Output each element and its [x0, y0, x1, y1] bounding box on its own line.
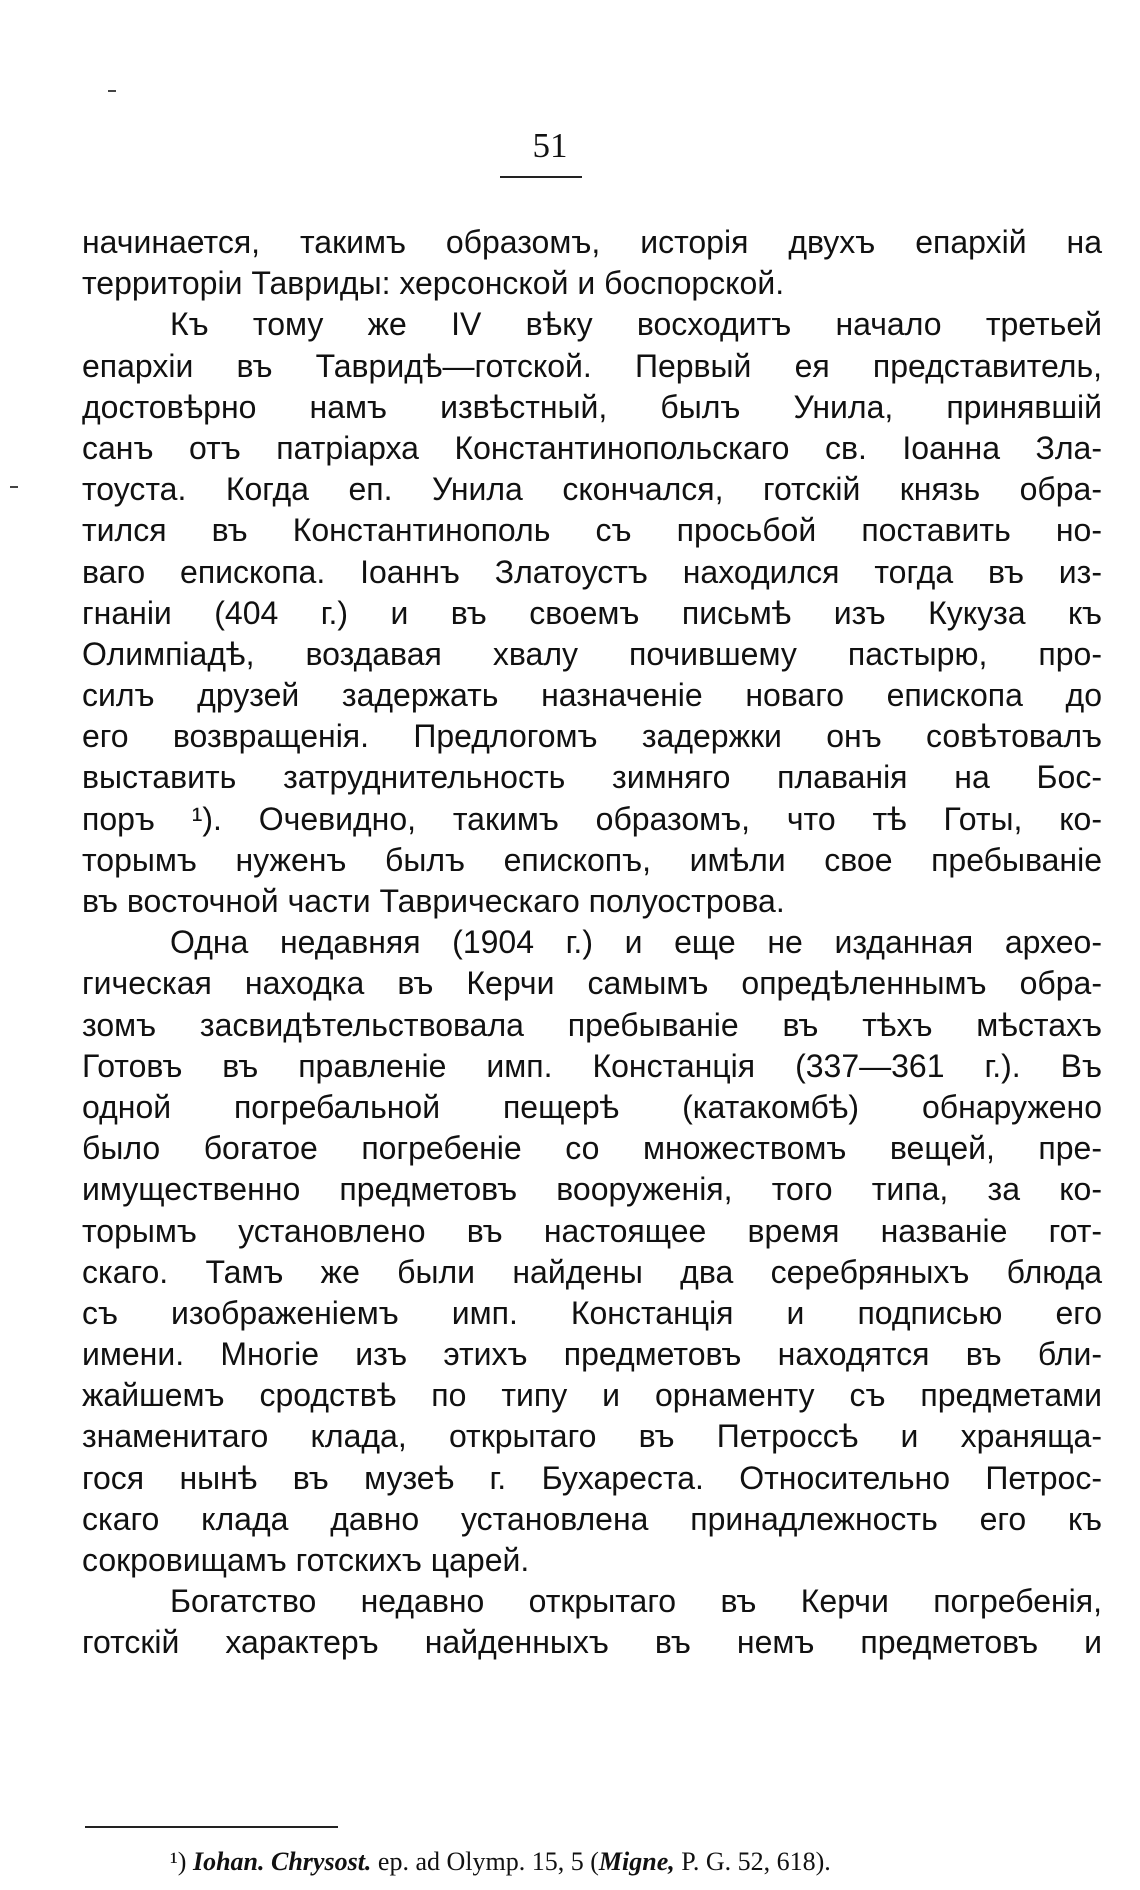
text-line: скаго клада давно установлена принадлежность его къ	[82, 1500, 1102, 1537]
page-number-rule	[500, 176, 582, 178]
footnote-author: Iohan. Chrysost.	[192, 1847, 372, 1876]
footnote-rule	[85, 1826, 338, 1828]
text-line: тоуста. Когда еп. Унила скончался, готскій князь обра-	[82, 471, 1102, 508]
text-line: санъ отъ патріарха Константинопольскаго св. Іоанна Зла-	[82, 429, 1102, 466]
body-text	[82, 222, 1102, 1664]
text-line: было богатое погребеніе со множествомъ вещей, пре-	[82, 1130, 1102, 1167]
text-line: епархіи въ Тавридѣ—готской. Первый ея представитель,	[82, 347, 1102, 384]
text-line: знаменитаго клада, открытаго въ Петроссѣ и хранящa-	[82, 1418, 1102, 1455]
text-line: жайшемъ сродствѣ по типу и орнаменту съ предметами	[82, 1377, 1102, 1414]
text-line: поръ ¹). Очевидно, такимъ образомъ, что тѣ Готы, ко-	[82, 800, 1102, 837]
text-line: начинается, такимъ образомъ, исторія двухъ епархій на	[82, 224, 1102, 260]
footnote-tail: P. G. 52, 618).	[681, 1847, 831, 1876]
text-line: сокровищамъ готскихъ царей.	[82, 1542, 530, 1578]
text-line: силъ друзей задержать назначеніе новаго епископа до	[82, 677, 1102, 714]
text-line: одной погребальной пещерѣ (катакомбѣ) обнаружено	[82, 1088, 1102, 1125]
scan-speck	[10, 486, 18, 488]
text-line: гося нынѣ въ музеѣ г. Бухареста. Относительно Петрос-	[82, 1459, 1102, 1496]
text-line: его возвращенія. Предлогомъ задержки онъ совѣтовалъ	[82, 718, 1102, 755]
text-line: съ изображеніемъ имп. Констанція и подписью его	[82, 1294, 1102, 1331]
text-line: Къ тому же IV вѣку восходитъ начало третьей	[170, 306, 1102, 343]
text-line: выставить затруднительность зимняго плаванія на Бос-	[82, 759, 1102, 796]
text-line: Одна недавняя (1904 г.) и еще не изданная археo-	[170, 924, 1102, 961]
footnote-reference: ep. ad Olymp. 15, 5 (	[377, 1847, 599, 1876]
text-line: территоріи Тавриды: херсонской и боспорской.	[82, 265, 785, 302]
text-line: имущественно предметовъ вооруженія, того типа, за ко-	[82, 1171, 1102, 1208]
text-line: Готовъ въ правленіе имп. Констанція (337—361 г.). Въ	[82, 1047, 1102, 1084]
text-line: достовѣрно намъ извѣстный, былъ Унила, принявшій	[82, 388, 1102, 425]
text-line: гическая находка въ Керчи самымъ опредѣленнымъ обра-	[82, 965, 1102, 1002]
text-line: зомъ засвидѣтельствовала пребываніе въ тѣхъ мѣстахъ	[82, 1006, 1102, 1043]
text-line: имени. Многіе изъ этихъ предметовъ находятся въ бли-	[82, 1336, 1102, 1373]
page-number: 51	[532, 126, 568, 165]
footnote-marker: ¹)	[170, 1847, 187, 1876]
text-line: торымъ установлено въ настоящее время названіе гот-	[82, 1212, 1102, 1249]
footnote	[170, 1846, 831, 1878]
text-line: Богатство недавно открытаго въ Керчи погребенія,	[170, 1583, 1102, 1620]
text-line: гнаніи (404 г.) и въ своемъ письмѣ изъ Кукуза къ	[82, 594, 1102, 631]
text-line: скаго. Тамъ же были найдены два серебряныхъ блюда	[82, 1253, 1102, 1290]
scan-speck	[108, 90, 116, 92]
text-line: въ восточной части Таврическаго полуострова.	[82, 883, 785, 919]
text-line: торымъ нуженъ былъ епископъ, имѣли свое пребываніе	[82, 841, 1102, 878]
text-line: ваго епископа. Іоаннъ Златоустъ находился тогда въ из-	[82, 553, 1102, 590]
text-line: готскій характеръ найденныхъ въ немъ предметовъ и	[82, 1624, 1102, 1661]
text-line: тился въ Константинополь съ просьбой поставить но-	[82, 512, 1102, 549]
text-line: Олимпіадѣ, воздавая хвалу почившему пастырю, про-	[82, 635, 1102, 672]
footnote-source: Migne,	[598, 1847, 675, 1876]
